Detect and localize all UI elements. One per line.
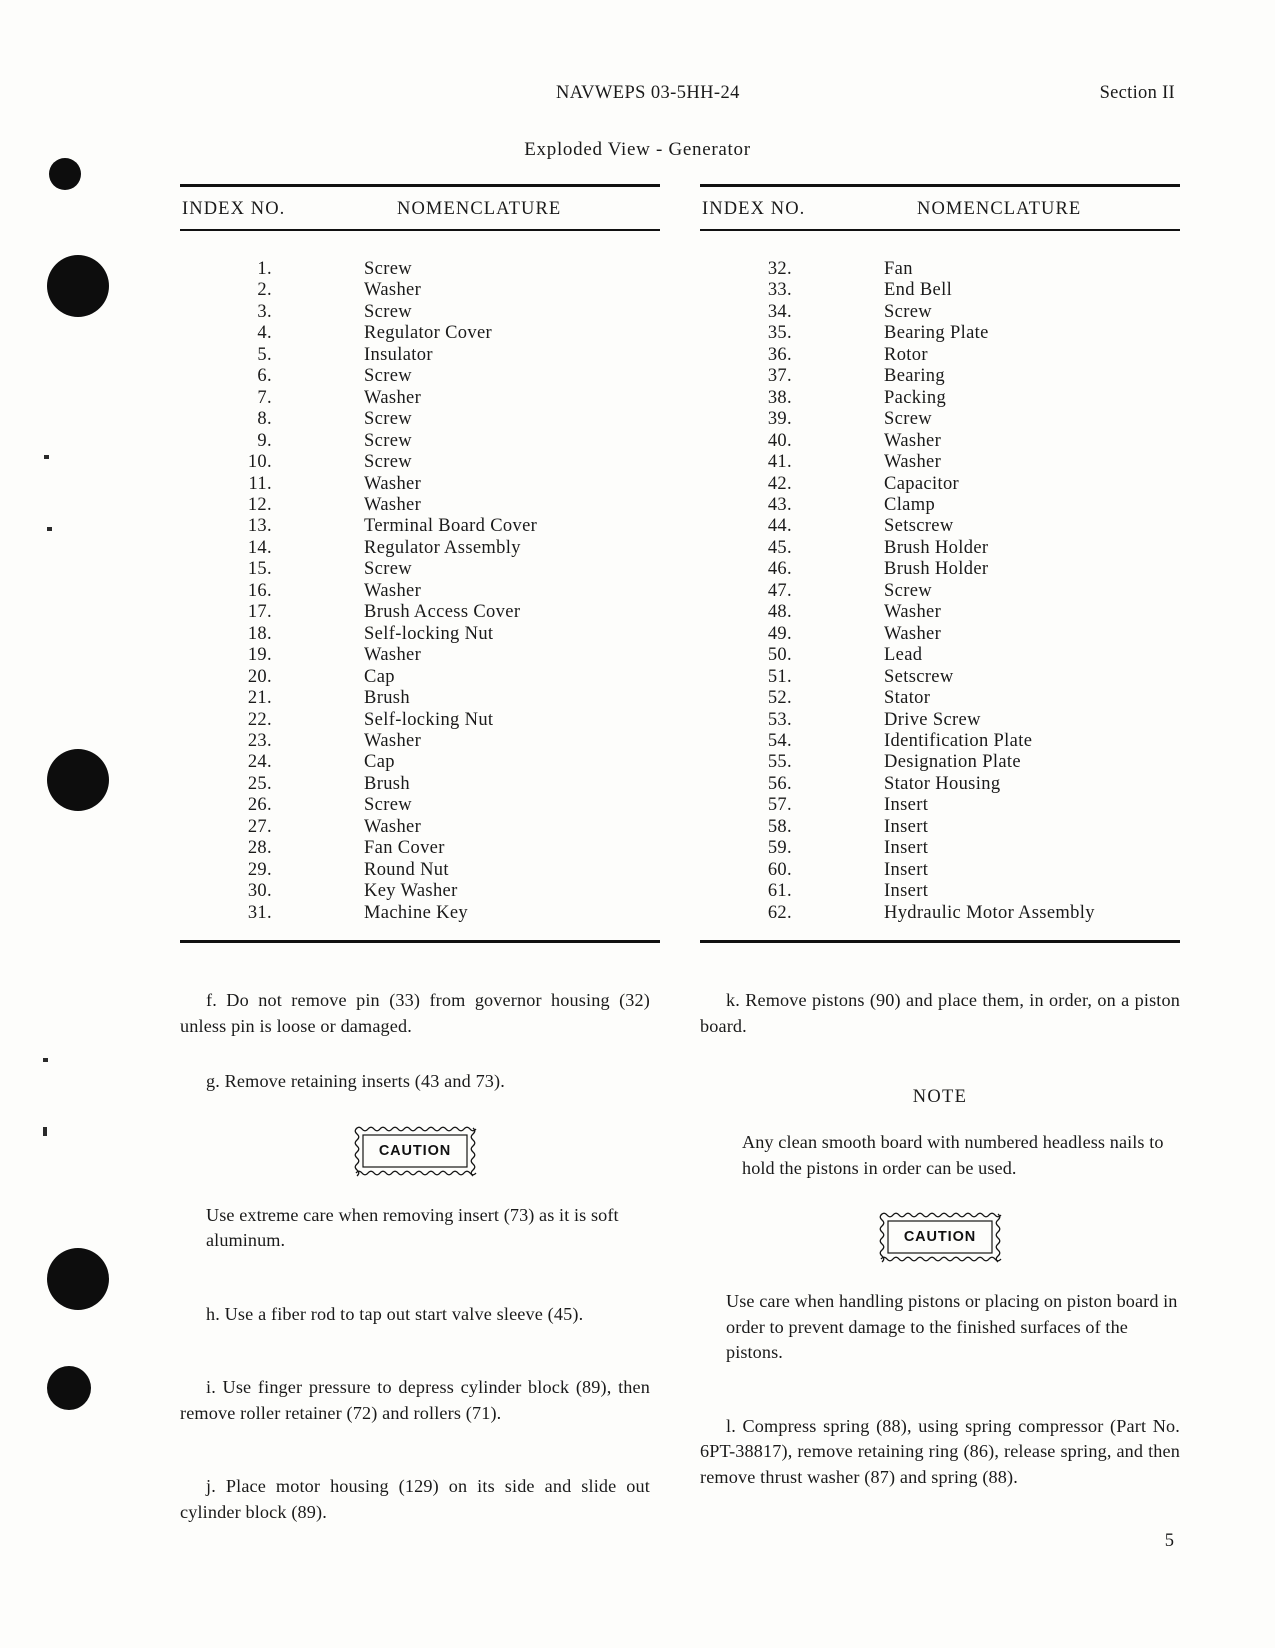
index-number: 41. (767, 452, 792, 473)
punch-hole-mark (47, 255, 109, 317)
nomenclature: Fan (884, 259, 913, 279)
table-row (700, 538, 1180, 559)
table-row (180, 795, 660, 816)
nomenclature: Capacitor (884, 473, 960, 494)
nomenclature: Self-locking Nut (364, 623, 494, 644)
nomenclature: Brush (364, 773, 410, 794)
nomenclature: Washer (364, 816, 422, 837)
index-number: 19. (247, 645, 272, 666)
table-row (700, 817, 1180, 838)
table-header-row (180, 187, 660, 229)
index-number: 24. (247, 752, 272, 773)
column-header-index-no: INDEX NO. (702, 199, 806, 219)
nomenclature: Screw (364, 301, 412, 322)
figure-title: Exploded View - Generator (524, 139, 751, 160)
index-number: 30. (247, 881, 272, 902)
document-id: NAVWEPS 03-5HH-24 (556, 83, 740, 103)
table-row (180, 602, 660, 623)
nomenclature: Bearing (884, 366, 946, 387)
nomenclature: Terminal Board Cover (364, 516, 538, 537)
nomenclature: Washer (884, 623, 942, 644)
table-row (700, 452, 1180, 473)
nomenclature: Screw (364, 452, 412, 473)
table-row (180, 881, 660, 902)
nomenclature: Brush Access Cover (364, 602, 521, 623)
nomenclature: Washer (364, 580, 422, 601)
table-row (180, 474, 660, 495)
table-row (700, 903, 1180, 924)
note-label: NOTE (912, 1087, 968, 1107)
procedure-step-h: h. Use a fiber rod to tap out start valve sleeve (45). (206, 1303, 584, 1324)
nomenclature: Rotor (884, 344, 928, 365)
nomenclature: Machine Key (364, 902, 469, 923)
procedure-step-i: i. Use finger pressure to depress cylinder block (89), then remove roller retainer (72) and rollers (71). (180, 1377, 650, 1423)
index-number: 11. (248, 473, 272, 494)
index-number: 12. (247, 494, 272, 515)
table-row (700, 795, 1180, 816)
index-number: 23. (247, 730, 272, 751)
procedure-column-left (180, 988, 650, 1555)
punch-hole-mark (47, 749, 109, 811)
punch-hole-mark (47, 1248, 109, 1310)
procedure-step-k: k. Remove pistons (90) and place them, in order, on a piston board. (700, 990, 1180, 1036)
index-number: 4. (257, 323, 272, 344)
punch-hole-mark (47, 1366, 91, 1410)
nomenclature: Washer (364, 280, 422, 301)
index-number: 26. (247, 795, 272, 816)
table-row (180, 860, 660, 881)
index-table (180, 184, 1180, 943)
table-row (180, 645, 660, 666)
index-number: 15. (247, 559, 272, 580)
index-number: 42. (767, 473, 792, 494)
nomenclature: Setscrew (884, 666, 954, 687)
nomenclature: Insert (884, 859, 929, 880)
nomenclature: Washer (364, 494, 422, 515)
nomenclature: Screw (364, 430, 412, 451)
nomenclature: Insert (884, 816, 929, 837)
table-rule-bottom (700, 940, 1180, 943)
caution-label: CAUTION (378, 1142, 452, 1159)
table-row (180, 259, 660, 280)
index-number: 61. (767, 881, 792, 902)
table-row (180, 302, 660, 323)
nomenclature: Clamp (884, 494, 936, 515)
index-number: 1. (257, 259, 272, 279)
nomenclature: Screw (364, 795, 412, 816)
procedure-column-right (700, 988, 1180, 1555)
index-number: 22. (247, 709, 272, 730)
nomenclature: Screw (364, 559, 412, 580)
note-text: Any clean smooth board with numbered headless nails to hold the pistons in order can be used. (742, 1132, 1164, 1178)
nomenclature: Identification Plate (884, 730, 1033, 751)
index-number: 35. (767, 323, 792, 344)
margin-tick-mark (43, 1127, 47, 1136)
table-row (180, 559, 660, 580)
nomenclature: Key Washer (364, 881, 458, 902)
section-label: Section II (1099, 83, 1175, 103)
table-row (180, 366, 660, 387)
nomenclature: Screw (884, 409, 932, 430)
table-row (180, 903, 660, 924)
nomenclature: Washer (364, 387, 422, 408)
index-number: 39. (767, 409, 792, 430)
index-number: 46. (767, 559, 792, 580)
table-row (180, 688, 660, 709)
procedure-step-j: j. Place motor housing (129) on its side and slide out cylinder block (89). (180, 1476, 650, 1522)
table-row (180, 667, 660, 688)
nomenclature: Washer (364, 730, 422, 751)
index-number: 43. (767, 494, 792, 515)
index-number: 36. (767, 344, 792, 365)
table-row (180, 710, 660, 731)
nomenclature: Washer (884, 452, 942, 473)
index-number: 18. (247, 623, 272, 644)
nomenclature: Drive Screw (884, 709, 981, 730)
column-header-nomenclature: NOMENCLATURE (397, 199, 562, 219)
index-number: 53. (767, 709, 792, 730)
index-number: 38. (767, 387, 792, 408)
table-row (700, 559, 1180, 580)
caution-box-left (180, 1125, 650, 1177)
table-row (180, 538, 660, 559)
column-header-index-no: INDEX NO. (182, 199, 286, 219)
table-row (700, 495, 1180, 516)
margin-punch-marks (0, 0, 140, 1648)
index-number: 3. (257, 301, 272, 322)
nomenclature: End Bell (884, 280, 953, 301)
index-number: 28. (247, 838, 272, 859)
nomenclature: Self-locking Nut (364, 709, 494, 730)
table-row (180, 752, 660, 773)
index-number: 60. (767, 859, 792, 880)
table-row (180, 323, 660, 344)
index-number: 7. (257, 387, 272, 408)
index-rows-left (180, 231, 660, 940)
table-row (700, 474, 1180, 495)
nomenclature: Lead (884, 645, 923, 666)
index-number: 33. (767, 280, 792, 301)
table-row (180, 838, 660, 859)
nomenclature: Washer (364, 645, 422, 666)
margin-tick-mark (47, 527, 52, 531)
index-number: 31. (247, 902, 272, 923)
nomenclature: Washer (364, 473, 422, 494)
table-row (180, 431, 660, 452)
index-number: 40. (767, 430, 792, 451)
index-number: 55. (767, 752, 792, 773)
table-row (180, 280, 660, 301)
nomenclature: Screw (884, 580, 932, 601)
table-row (700, 302, 1180, 323)
table-row (180, 731, 660, 752)
nomenclature: Stator (884, 688, 931, 709)
table-row (700, 881, 1180, 902)
index-number: 6. (257, 366, 272, 387)
nomenclature: Washer (884, 602, 942, 623)
table-row (180, 774, 660, 795)
table-row (700, 624, 1180, 645)
nomenclature: Hydraulic Motor Assembly (884, 902, 1095, 923)
table-row (180, 817, 660, 838)
index-number: 17. (247, 602, 272, 623)
table-row (700, 688, 1180, 709)
index-number: 2. (257, 280, 272, 301)
table-header-row (700, 187, 1180, 229)
table-row (700, 710, 1180, 731)
table-row (700, 602, 1180, 623)
nomenclature: Insulator (364, 344, 433, 365)
page-number: 5 (1164, 1531, 1174, 1551)
nomenclature: Insert (884, 838, 929, 859)
index-number: 52. (767, 688, 792, 709)
punch-hole-mark (49, 158, 81, 190)
column-header-nomenclature: NOMENCLATURE (917, 199, 1082, 219)
index-number: 54. (767, 730, 792, 751)
nomenclature: Screw (364, 366, 412, 387)
nomenclature: Brush Holder (884, 559, 989, 580)
nomenclature: Cap (364, 666, 395, 687)
table-row (180, 409, 660, 430)
index-number: 8. (257, 409, 272, 430)
index-number: 57. (767, 795, 792, 816)
index-number: 13. (247, 516, 272, 537)
caution-text-right: Use care when handling pistons or placing on piston board in order to prevent damage to the finished surfaces of the pistons. (726, 1291, 1178, 1362)
nomenclature: Regulator Assembly (364, 537, 521, 558)
caution-text-left: Use extreme care when removing insert (73) as it is soft aluminum. (206, 1204, 619, 1250)
table-row (700, 645, 1180, 666)
nomenclature: Designation Plate (884, 752, 1021, 773)
index-number: 34. (767, 301, 792, 322)
table-row (700, 366, 1180, 387)
nomenclature: Screw (884, 301, 932, 322)
table-row (700, 323, 1180, 344)
table-row (180, 345, 660, 366)
margin-tick-mark (44, 455, 49, 459)
nomenclature: Screw (364, 409, 412, 430)
index-number: 45. (767, 537, 792, 558)
table-row (180, 495, 660, 516)
index-number: 49. (767, 623, 792, 644)
nomenclature: Brush (364, 688, 410, 709)
table-row (180, 516, 660, 537)
nomenclature: Regulator Cover (364, 323, 493, 344)
nomenclature: Insert (884, 881, 929, 902)
nomenclature: Bearing Plate (884, 323, 989, 344)
caution-box-right (700, 1211, 1180, 1263)
index-number: 51. (767, 666, 792, 687)
table-row (700, 731, 1180, 752)
margin-tick-mark (43, 1058, 48, 1062)
table-row (700, 516, 1180, 537)
index-number: 9. (257, 430, 272, 451)
nomenclature: Packing (884, 387, 947, 408)
caution-label: CAUTION (903, 1229, 977, 1245)
table-row (700, 431, 1180, 452)
procedure-body (180, 988, 1180, 1555)
nomenclature: Cap (364, 752, 395, 773)
table-row (180, 388, 660, 409)
index-rows-right (700, 231, 1180, 940)
table-row (700, 259, 1180, 280)
nomenclature: Stator Housing (884, 773, 1001, 794)
table-row (700, 838, 1180, 859)
table-row (700, 667, 1180, 688)
index-number: 48. (767, 602, 792, 623)
index-number: 27. (247, 816, 272, 837)
table-row (700, 388, 1180, 409)
index-number: 14. (247, 537, 272, 558)
procedure-step-g: g. Remove retaining inserts (43 and 73). (206, 1071, 505, 1091)
index-number: 25. (247, 773, 272, 794)
index-number: 10. (247, 452, 272, 473)
table-row (700, 409, 1180, 430)
index-number: 32. (767, 259, 792, 279)
nomenclature: Setscrew (884, 516, 954, 537)
index-number: 62. (767, 902, 792, 923)
index-number: 37. (767, 366, 792, 387)
table-row (180, 452, 660, 473)
index-number: 44. (767, 516, 792, 537)
index-number: 56. (767, 773, 792, 794)
index-number: 5. (257, 344, 272, 365)
table-rule-bottom (180, 940, 660, 943)
running-head (180, 83, 1175, 107)
table-row (700, 752, 1180, 773)
table-row (700, 581, 1180, 602)
nomenclature: Fan Cover (364, 838, 445, 859)
index-number: 20. (247, 666, 272, 687)
procedure-step-l: l. Compress spring (88), using spring compressor (Part No. 6PT-38817), remove retaining ring (86), release spring, and then remove thrust washer (87) and spring (88). (700, 1415, 1180, 1487)
table-row (700, 345, 1180, 366)
index-number: 47. (767, 580, 792, 601)
table-row (180, 624, 660, 645)
nomenclature: Brush Holder (884, 537, 989, 558)
index-number: 21. (247, 688, 272, 709)
index-number: 50. (767, 645, 792, 666)
table-row (700, 774, 1180, 795)
nomenclature: Washer (884, 430, 942, 451)
nomenclature: Screw (364, 259, 412, 279)
table-row (700, 860, 1180, 881)
index-table-column-right (700, 184, 1180, 943)
table-row (180, 581, 660, 602)
index-number: 16. (247, 580, 272, 601)
index-number: 58. (767, 816, 792, 837)
index-number: 29. (247, 859, 272, 880)
nomenclature: Insert (884, 795, 929, 816)
table-row (700, 280, 1180, 301)
nomenclature: Round Nut (364, 859, 449, 880)
index-number: 59. (767, 838, 792, 859)
index-table-column-left (180, 184, 660, 943)
procedure-step-f: f. Do not remove pin (33) from governor housing (32) unless pin is loose or damaged. (180, 990, 650, 1036)
